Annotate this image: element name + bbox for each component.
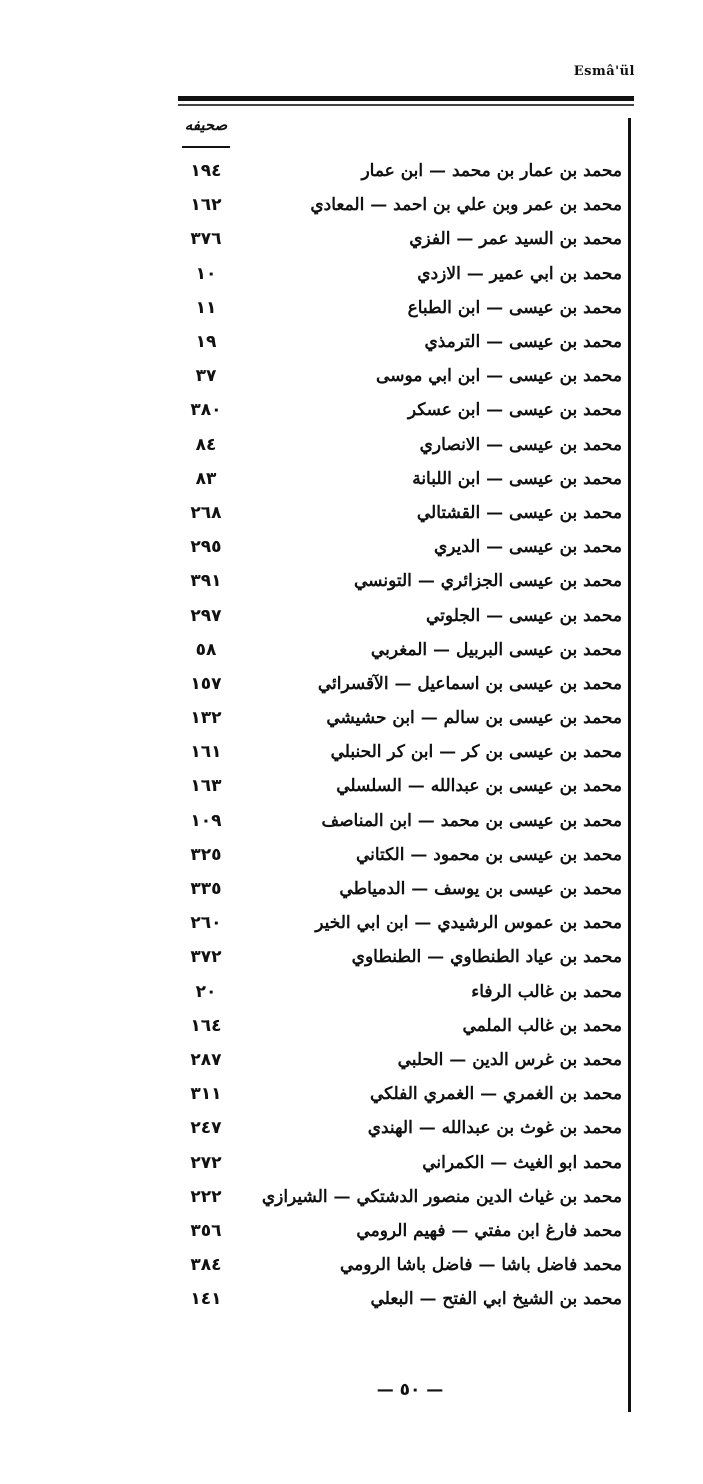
index-entry (176, 428, 622, 462)
entry-name: محمد بن عيسى الجزائري — التونسي (354, 571, 622, 592)
index-entry (176, 667, 622, 701)
entry-page-number: ٢٦٨ (190, 502, 222, 523)
entry-page-number: ١٣٢ (190, 708, 222, 729)
entry-name: محمد بن عيسى — ابن الطباع (407, 297, 622, 318)
index-entry (176, 633, 622, 667)
index-entry (176, 838, 622, 872)
entry-name: محمد بن عيسى بن محمود — الكتاني (355, 844, 622, 865)
index-entry (176, 530, 622, 564)
index-entry (176, 1248, 622, 1282)
index-entry (176, 598, 622, 632)
entry-page-number: ١٠ (195, 263, 217, 284)
entry-name: محمد بن عيسى البربيل — المغربي (370, 639, 622, 660)
entry-name: محمد بن غياث الدين منصور الدشتكي — الشيرازي (261, 1186, 622, 1207)
page-column-label: صحيفه (184, 116, 228, 134)
entry-name: محمد بن عيسى بن اسماعيل — الآقسرائي (317, 673, 622, 694)
entry-name: محمد بن عموس الرشيدي — ابن ابي الخير (315, 913, 622, 934)
catalog-mark: Esmâ'ül (573, 64, 635, 79)
entry-name: محمد بن عيسى — ابن اللبانة (412, 468, 622, 489)
entry-name: محمد بن الشيخ ابي الفتح — البعلي (370, 1289, 622, 1310)
entry-name: محمد بن الغمري — الغمري الفلكي (369, 1084, 622, 1105)
entry-page-number: ٣٧٦ (190, 229, 222, 250)
index-entry (176, 735, 622, 769)
header-rule-thick (178, 96, 634, 101)
entry-page-number: ٢٨٧ (190, 1049, 222, 1070)
entry-name: محمد بن غالب الرفاء (471, 981, 622, 1002)
index-entry (176, 564, 622, 598)
entry-name: محمد فارغ ابن مفتي — فهيم الرومي (356, 1220, 622, 1241)
entry-page-number: ١٦٣ (190, 776, 222, 797)
entry-page-number: ١١ (195, 297, 217, 318)
index-entry (176, 325, 622, 359)
entry-name: محمد بن عيسى بن يوسف — الدمياطي (339, 879, 622, 900)
index-entry (176, 1043, 622, 1077)
header-rule-thin (178, 104, 634, 106)
entry-page-number: ٣٨٠ (190, 400, 222, 421)
entry-name: محمد بن عيسى — الديري (433, 537, 622, 558)
entry-name: محمد بن عيسى بن عبدالله — السلسلي (336, 776, 622, 797)
page-folio: — ٥٠ — (376, 1380, 444, 1400)
entry-page-number: ١٩٤ (190, 161, 222, 182)
index-entry (176, 701, 622, 735)
entry-page-number: ٨٣ (195, 468, 217, 489)
index-entry (176, 1111, 622, 1145)
index-entry (176, 1282, 622, 1316)
index-entry (176, 872, 622, 906)
entry-name: محمد بن عياد الطنطاوي — الطنطاوي (351, 947, 622, 968)
entry-page-number: ٣٧٢ (190, 947, 222, 968)
page-column-underline (182, 146, 230, 148)
entry-page-number: ٣١١ (190, 1084, 222, 1105)
index-entry (176, 804, 622, 838)
entry-page-number: ١٠٩ (190, 810, 222, 831)
entry-name: محمد بن غوث بن عبدالله — الهندي (367, 1118, 622, 1139)
entry-page-number: ٢٠ (195, 981, 217, 1002)
entry-name: محمد بن عيسى — الانصاري (419, 434, 622, 455)
index-entry (176, 1145, 622, 1179)
entry-page-number: ٢٩٧ (190, 605, 222, 626)
index-entry (176, 1077, 622, 1111)
index-entry (176, 359, 622, 393)
index-entry (176, 154, 622, 188)
index-entry (176, 393, 622, 427)
entry-page-number: ٢٢٢ (190, 1186, 222, 1207)
entry-name: محمد بن عيسى بن سالم — ابن حشيشي (326, 708, 622, 729)
index-entry (176, 940, 622, 974)
entry-name: محمد بن عيسى — ابن ابي موسى (376, 366, 622, 387)
index-entry (176, 906, 622, 940)
entry-name: محمد بن غرس الدين — الحلبي (397, 1049, 622, 1070)
entry-page-number: ١٦٤ (190, 1015, 222, 1036)
entry-page-number: ٣٢٥ (190, 844, 222, 865)
index-entry (176, 975, 622, 1009)
entry-name: محمد بن عيسى — القشتالي (416, 502, 622, 523)
entry-page-number: ٢٩٥ (190, 537, 222, 558)
index-entry (176, 222, 622, 256)
column-rule (628, 118, 631, 1412)
entry-page-number: ٢٤٧ (190, 1118, 222, 1139)
entry-name: محمد بن عيسى — ابن عسكر (407, 400, 622, 421)
index-entry (176, 1180, 622, 1214)
entry-name: محمد بن عمار بن محمد — ابن عمار (361, 161, 622, 182)
entry-name: محمد بن عيسى — الترمذي (424, 332, 622, 353)
entry-name: محمد فاضل باشا — فاضل باشا الرومي (339, 1255, 622, 1276)
index-entry (176, 188, 622, 222)
entry-name: محمد بن ابي عمير — الازدي (417, 263, 622, 284)
entry-page-number: ٣٥٦ (190, 1220, 222, 1241)
entry-page-number: ٥٨ (195, 639, 217, 660)
entry-name: محمد بن عيسى — الجلوتي (426, 605, 622, 626)
entry-name: محمد بن غالب الملمي (462, 1015, 622, 1036)
index-entry (176, 291, 622, 325)
entry-page-number: ٣٣٥ (190, 879, 222, 900)
index-entry (176, 1214, 622, 1248)
entry-name: محمد بن عيسى بن كر — ابن كر الحنبلي (330, 742, 622, 763)
index-entry (176, 462, 622, 496)
entry-name: محمد ابو الغيث — الكمراني (422, 1152, 622, 1173)
index-entry (176, 257, 622, 291)
entry-page-number: ٨٤ (195, 434, 217, 455)
entry-page-number: ٢٦٠ (190, 913, 222, 934)
entry-page-number: ٢٧٢ (190, 1152, 222, 1173)
entry-page-number: ١٤١ (190, 1289, 222, 1310)
entry-page-number: ١٦١ (190, 742, 222, 763)
index-entry (176, 769, 622, 803)
entry-name: محمد بن عيسى بن محمد — ابن المناصف (321, 810, 622, 831)
index-entry-list (176, 154, 622, 1316)
entry-page-number: ١٦٢ (190, 195, 222, 216)
entry-page-number: ١٥٧ (190, 673, 222, 694)
entry-page-number: ٣٧ (195, 366, 217, 387)
entry-page-number: ١٩ (195, 332, 217, 353)
entry-page-number: ٣٨٤ (190, 1255, 222, 1276)
entry-name: محمد بن عمر وبن علي بن احمد — المعادي (310, 195, 622, 216)
entry-name: محمد بن السيد عمر — الفزي (409, 229, 622, 250)
entry-page-number: ٣٩١ (190, 571, 222, 592)
index-entry (176, 496, 622, 530)
index-entry (176, 1009, 622, 1043)
